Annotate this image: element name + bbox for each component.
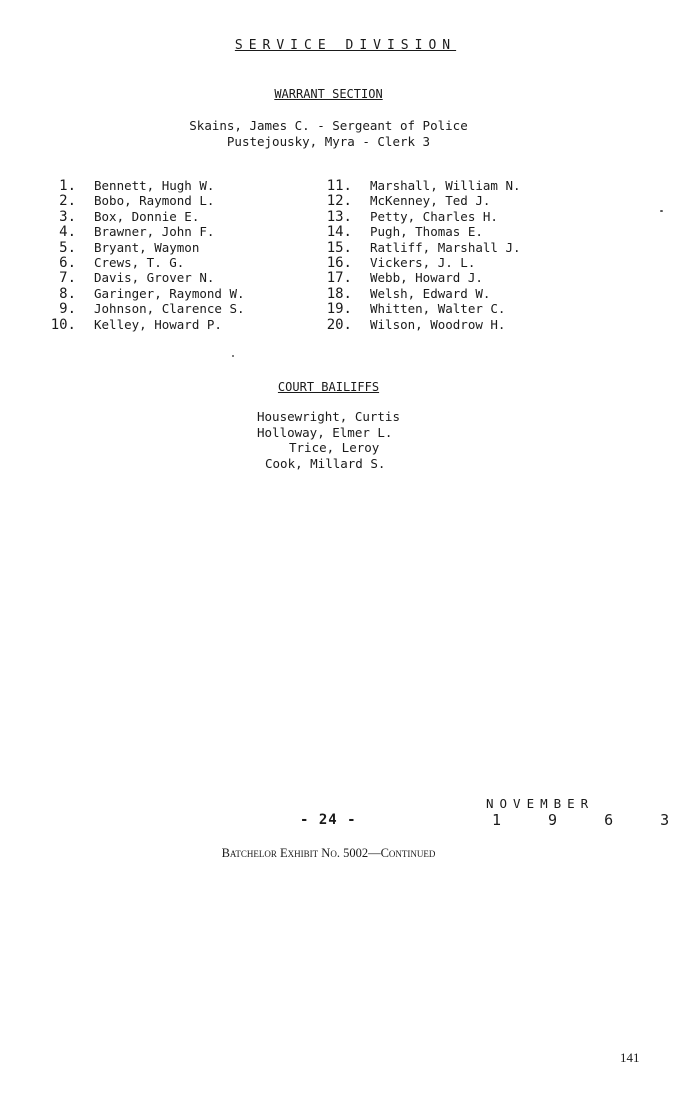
item-name: Wilson, Woodrow H. — [370, 316, 506, 332]
item-name: Webb, Howard J. — [370, 270, 483, 286]
item-name: Johnson, Clarence S. — [94, 301, 245, 317]
list-item — [326, 317, 521, 332]
item-number: 16. — [326, 254, 352, 271]
list-item — [50, 286, 245, 301]
list-item — [50, 224, 245, 239]
item-name: Bobo, Raymond L. — [94, 193, 215, 209]
item-number: 19. — [326, 301, 352, 318]
page-title: SERVICE DIVISION — [234, 38, 457, 53]
item-name: Whitten, Walter C. — [370, 301, 506, 317]
item-number: 8. — [59, 285, 76, 302]
item-name: Ratliff, Marshall J. — [370, 239, 521, 255]
item-number: 2. — [59, 193, 76, 210]
scan-speck — [660, 210, 663, 212]
item-number: 11. — [326, 178, 352, 194]
date-month: NOVEMBER — [486, 796, 595, 811]
warrant-supervisor-line: Skains, James C. - Sergeant of Police — [189, 118, 468, 133]
item-number: 12. — [326, 193, 352, 210]
item-name: Kelley, Howard P. — [94, 316, 222, 332]
list-item — [50, 209, 245, 224]
item-number: 1. — [59, 178, 76, 194]
item-name: Vickers, J. L. — [370, 254, 476, 270]
list-item — [50, 317, 245, 332]
item-name: Bryant, Waymon — [94, 239, 200, 255]
list-item — [326, 240, 521, 255]
list-item: Trice, Leroy — [289, 440, 380, 455]
item-name: Box, Donnie E. — [94, 208, 200, 224]
item-name: Welsh, Edward W. — [370, 285, 491, 301]
date-year: 1 9 6 3 — [492, 811, 689, 829]
item-number: 9. — [59, 301, 76, 318]
list-item — [326, 178, 521, 193]
item-number: 6. — [59, 254, 76, 271]
list-item — [50, 178, 245, 193]
list-item — [50, 240, 245, 255]
warrant-list-left — [50, 178, 245, 332]
item-name: Bennett, Hugh W. — [94, 178, 215, 193]
item-name: Marshall, William N. — [370, 178, 521, 193]
item-number: 4. — [59, 224, 76, 241]
item-number: 14. — [326, 224, 352, 241]
warrant-clerk-line: Pustejousky, Myra - Clerk 3 — [226, 134, 431, 149]
item-number: 18. — [326, 285, 352, 302]
item-name: Crews, T. G. — [94, 254, 185, 270]
list-item — [50, 193, 245, 208]
item-name: Davis, Grover N. — [94, 270, 215, 286]
item-name: Brawner, John F. — [94, 224, 215, 240]
item-name: Pugh, Thomas E. — [370, 224, 483, 240]
list-item: Holloway, Elmer L. — [257, 424, 393, 440]
list-item: Housewright, Curtis — [257, 409, 400, 424]
warrant-section-heading: WARRANT SECTION — [274, 87, 383, 101]
list-item — [326, 193, 521, 208]
list-item — [50, 255, 245, 270]
list-item — [326, 209, 521, 224]
item-name: McKenney, Ted J. — [370, 193, 491, 209]
item-number: 13. — [326, 208, 352, 225]
item-number: 10. — [50, 316, 76, 333]
exhibit-caption: Batchelor Exhibit No. 5002—Continued — [221, 846, 436, 860]
court-bailiffs-heading: COURT BAILIFFS — [277, 380, 380, 394]
list-item — [326, 224, 521, 239]
list-item — [326, 270, 521, 285]
warrant-list-right — [326, 178, 521, 332]
item-number: 20. — [326, 316, 352, 333]
page-number: - 24 - — [300, 812, 357, 828]
item-number: 7. — [59, 270, 76, 287]
list-item — [326, 286, 521, 301]
list-item — [326, 301, 521, 316]
item-name: Garinger, Raymond W. — [94, 285, 245, 301]
item-number: 15. — [326, 239, 352, 256]
item-number: 5. — [59, 239, 76, 256]
list-item — [326, 255, 521, 270]
folio-number: 141 — [620, 1050, 640, 1065]
list-item — [50, 270, 245, 285]
list-item — [50, 301, 245, 316]
item-number: 3. — [59, 208, 76, 225]
item-name: Petty, Charles H. — [370, 208, 498, 224]
list-item: Cook, Millard S. — [265, 455, 386, 471]
item-number: 17. — [326, 270, 352, 287]
scan-speck — [232, 355, 234, 357]
